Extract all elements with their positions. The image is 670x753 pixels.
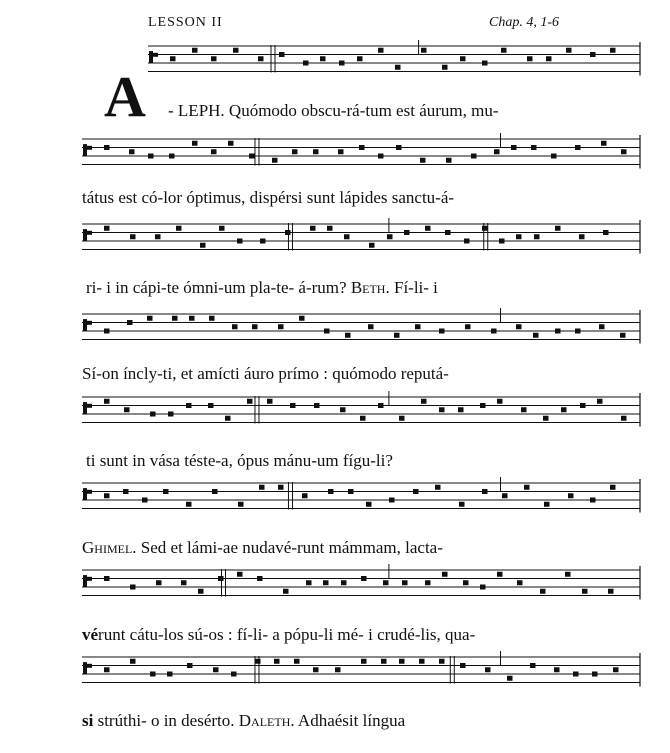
lyric-segment: vé: [82, 625, 99, 644]
neume-note: [425, 226, 431, 231]
neume-note: [237, 239, 243, 244]
neume-note: [285, 230, 291, 235]
neume-note: [238, 502, 244, 507]
lyric-segment: ri- i in cápi-te ómni-um pla-te- á-rum?: [86, 278, 351, 297]
neume-note: [129, 149, 135, 154]
neume-note: [260, 239, 266, 244]
neume-note: [531, 145, 537, 150]
neume-note: [399, 416, 405, 421]
neume-note: [610, 485, 616, 490]
neume-note: [249, 154, 255, 159]
lesson-title: LESSON II: [148, 15, 223, 30]
neume-note: [123, 489, 129, 494]
neume-note: [142, 498, 148, 503]
clef: [83, 575, 87, 587]
neume-note: [339, 61, 345, 66]
neume-note: [225, 416, 231, 421]
neume-note: [383, 580, 389, 585]
section-heading-word: Beth.: [350, 278, 390, 297]
clef: [87, 146, 92, 150]
neume-note: [104, 576, 110, 581]
neume-note: [104, 493, 110, 498]
neume-note: [192, 48, 198, 53]
neume-note: [395, 65, 401, 70]
neume-note: [156, 580, 162, 585]
neume-note: [228, 141, 234, 146]
neume-note: [357, 56, 363, 61]
neume-note: [348, 489, 354, 494]
neume-note: [324, 329, 330, 334]
clef: [83, 319, 87, 331]
neume-note: [313, 667, 319, 672]
lyric-line: [82, 364, 449, 384]
neume-note: [494, 149, 500, 154]
neume-note: [480, 403, 486, 408]
neume-note: [186, 502, 192, 507]
neume-note: [482, 61, 488, 66]
neume-note: [233, 48, 239, 53]
neume-note: [237, 572, 243, 577]
neume-note: [404, 230, 410, 235]
neume-note: [621, 149, 627, 154]
clef: [87, 490, 92, 494]
neume-note: [292, 149, 298, 154]
neume-note: [306, 580, 312, 585]
clef: [83, 488, 87, 500]
neume-note: [566, 48, 572, 53]
neume-note: [252, 324, 258, 329]
neume-note: [463, 580, 469, 585]
neume-note: [603, 230, 609, 235]
neume-note: [555, 226, 561, 231]
neume-note: [524, 485, 530, 490]
neume-note: [212, 489, 218, 494]
chapter-reference: Chap. 4, 1-6: [489, 15, 559, 30]
neume-note: [192, 141, 198, 146]
neume-note: [170, 56, 176, 61]
neume-note: [533, 333, 539, 338]
neume-note: [150, 672, 156, 677]
neume-note: [551, 154, 557, 159]
neume-note: [613, 667, 619, 672]
neume-note: [597, 399, 603, 404]
neume-note: [501, 48, 507, 53]
neume-note: [517, 580, 523, 585]
neume-note: [200, 243, 206, 248]
neume-note: [378, 48, 384, 53]
neume-note: [345, 333, 351, 338]
clef: [83, 662, 87, 674]
neume-note: [335, 667, 341, 672]
neume-note: [527, 56, 533, 61]
neume-note: [104, 399, 110, 404]
lyric-line: [82, 188, 454, 208]
neume-note: [274, 659, 280, 664]
neume-note: [575, 145, 581, 150]
clef: [87, 577, 92, 581]
neume-note: [446, 158, 452, 163]
neume-note: [163, 489, 169, 494]
neume-note: [130, 585, 136, 590]
neume-note: [104, 226, 110, 231]
neume-note: [464, 239, 470, 244]
neume-note: [590, 498, 596, 503]
neume-note: [620, 333, 626, 338]
neume-note: [442, 572, 448, 577]
lyric-line: [86, 278, 438, 298]
neume-note: [257, 576, 263, 581]
neume-note: [247, 399, 253, 404]
neume-note: [554, 667, 560, 672]
neume-note: [445, 230, 451, 235]
neume-note: [516, 324, 522, 329]
neume-note: [546, 56, 552, 61]
lyric-segment: runt cátu-los sú-os : fí-li- a pópu-li mé- i crudé-lis, qua-: [98, 625, 476, 644]
neume-note: [127, 320, 133, 325]
neume-note: [561, 407, 567, 412]
drop-cap-initial: A: [104, 64, 146, 129]
neume-note: [130, 234, 136, 239]
lyric-segment: Sed et lámi-ae nudavé-runt mámmam, lacta-: [136, 538, 443, 557]
neume-note: [378, 154, 384, 159]
neume-note: [198, 589, 204, 594]
neume-note: [544, 502, 550, 507]
neume-note: [458, 407, 464, 412]
lyric-segment: si: [82, 711, 94, 730]
neume-note: [582, 589, 588, 594]
lyric-line: [82, 538, 443, 558]
neume-note: [169, 154, 175, 159]
lyric-segment: -: [168, 101, 178, 120]
clef: [149, 51, 153, 63]
neume-note: [359, 145, 365, 150]
neume-note: [167, 672, 173, 677]
neume-note: [482, 226, 488, 231]
neume-note: [278, 324, 284, 329]
clef: [87, 404, 92, 408]
neume-note: [387, 234, 393, 239]
neume-note: [394, 333, 400, 338]
neume-note: [419, 659, 425, 664]
neume-note: [104, 329, 110, 334]
neume-note: [303, 61, 309, 66]
section-heading-word: LEPH.: [177, 101, 225, 120]
neume-note: [361, 659, 367, 664]
neume-note: [255, 659, 261, 664]
neume-note: [189, 316, 195, 321]
neume-note: [186, 403, 192, 408]
neume-note: [208, 403, 214, 408]
neume-note: [299, 316, 305, 321]
neume-note: [219, 226, 225, 231]
lyric-segment: Sí-on íncly-ti, et amícti áuro prímo : quómodo reputá-: [82, 364, 449, 383]
neume-note: [439, 659, 445, 664]
neume-note: [150, 412, 156, 417]
neume-note: [421, 399, 427, 404]
lyric-segment: strúthi- o in desérto.: [93, 711, 239, 730]
clef: [153, 53, 158, 57]
lyric-segment: Adhaésit língua: [294, 711, 406, 730]
neume-note: [471, 154, 477, 159]
neume-note: [366, 502, 372, 507]
neume-note: [267, 399, 273, 404]
neume-note: [511, 145, 517, 150]
neume-note: [413, 489, 419, 494]
neume-note: [425, 580, 431, 585]
neume-note: [369, 243, 375, 248]
neume-note: [124, 407, 130, 412]
clef: [83, 402, 87, 414]
neume-note: [104, 145, 110, 150]
neume-note: [497, 572, 503, 577]
neume-note: [580, 403, 586, 408]
neume-note: [530, 663, 536, 668]
neume-note: [283, 589, 289, 594]
lyric-segment: ti sunt in vása téste-a, ópus mánu-um fígu-li?: [86, 451, 393, 470]
neume-note: [313, 149, 319, 154]
neume-note: [482, 489, 488, 494]
lyric-segment: Fí-li- i: [389, 278, 438, 297]
neume-note: [294, 659, 300, 664]
lyric-line: [86, 451, 393, 471]
neume-note: [320, 56, 326, 61]
section-heading-word: Daleth.: [238, 711, 295, 730]
neume-note: [259, 485, 265, 490]
neume-note: [360, 416, 366, 421]
neume-note: [421, 48, 427, 53]
neume-note: [480, 585, 486, 590]
neume-note: [328, 489, 334, 494]
neume-note: [218, 576, 224, 581]
neume-note: [608, 589, 614, 594]
neume-note: [565, 572, 571, 577]
neume-note: [155, 234, 161, 239]
neume-note: [323, 580, 329, 585]
neume-note: [368, 324, 374, 329]
neume-note: [396, 145, 402, 150]
neume-note: [172, 316, 178, 321]
neume-note: [439, 407, 445, 412]
neume-note: [502, 493, 508, 498]
neume-note: [491, 329, 497, 334]
neume-note: [302, 493, 308, 498]
neume-note: [279, 52, 285, 57]
neume-note: [341, 580, 347, 585]
neume-note: [168, 412, 174, 417]
neume-note: [534, 234, 540, 239]
neume-note: [465, 324, 471, 329]
clef: [87, 231, 92, 235]
neume-note: [592, 672, 598, 677]
neume-note: [442, 65, 448, 70]
neume-note: [573, 672, 579, 677]
clef: [83, 229, 87, 241]
neume-note: [439, 329, 445, 334]
neume-note: [402, 580, 408, 585]
lyric-line: [168, 101, 499, 121]
neume-note: [497, 399, 503, 404]
neume-note: [601, 141, 607, 146]
neume-note: [327, 226, 333, 231]
neume-note: [399, 659, 405, 664]
neume-note: [378, 403, 384, 408]
neume-note: [415, 324, 421, 329]
neume-note: [147, 316, 153, 321]
neume-note: [344, 234, 350, 239]
clef: [87, 664, 92, 668]
neume-note: [213, 667, 219, 672]
neume-note: [130, 659, 136, 664]
neume-note: [258, 56, 264, 61]
lyric-line: [82, 625, 475, 645]
neume-note: [104, 667, 110, 672]
neume-note: [389, 498, 395, 503]
neume-note: [621, 416, 627, 421]
neume-note: [176, 226, 182, 231]
neume-note: [485, 667, 491, 672]
neume-note: [232, 324, 238, 329]
neume-note: [361, 576, 367, 581]
neume-note: [599, 324, 605, 329]
lyric-segment: Quómodo obscu-rá-tum est áurum, mu-: [224, 101, 499, 120]
neume-note: [543, 416, 549, 421]
neume-note: [460, 663, 466, 668]
neume-note: [338, 149, 344, 154]
neume-note: [610, 48, 616, 53]
neume-note: [290, 403, 296, 408]
neume-note: [209, 316, 215, 321]
neume-note: [516, 234, 522, 239]
neume-note: [540, 589, 546, 594]
neume-note: [272, 158, 278, 163]
neume-note: [460, 56, 466, 61]
neume-note: [459, 502, 465, 507]
neume-note: [231, 672, 237, 677]
neume-note: [211, 149, 217, 154]
neume-note: [435, 485, 441, 490]
neume-note: [310, 226, 316, 231]
neume-note: [211, 56, 217, 61]
clef: [83, 144, 87, 156]
neume-note: [278, 485, 284, 490]
neume-note: [187, 663, 193, 668]
neume-note: [148, 154, 154, 159]
neume-note: [340, 407, 346, 412]
neume-note: [590, 52, 596, 57]
neume-note: [575, 329, 581, 334]
neume-note: [314, 403, 320, 408]
neume-note: [499, 239, 505, 244]
lyric-segment: tátus est có-lor óptimus, dispérsi sunt lápides sanctu-á-: [82, 188, 455, 207]
neume-note: [181, 580, 187, 585]
neume-note: [420, 158, 426, 163]
neume-note: [507, 676, 513, 681]
section-heading-word: Ghimel.: [82, 538, 137, 557]
neume-note: [555, 329, 561, 334]
neume-note: [568, 493, 574, 498]
lyric-line: [82, 711, 405, 731]
neume-note: [381, 659, 387, 664]
neume-note: [579, 234, 585, 239]
clef: [87, 321, 92, 325]
neume-note: [521, 407, 527, 412]
